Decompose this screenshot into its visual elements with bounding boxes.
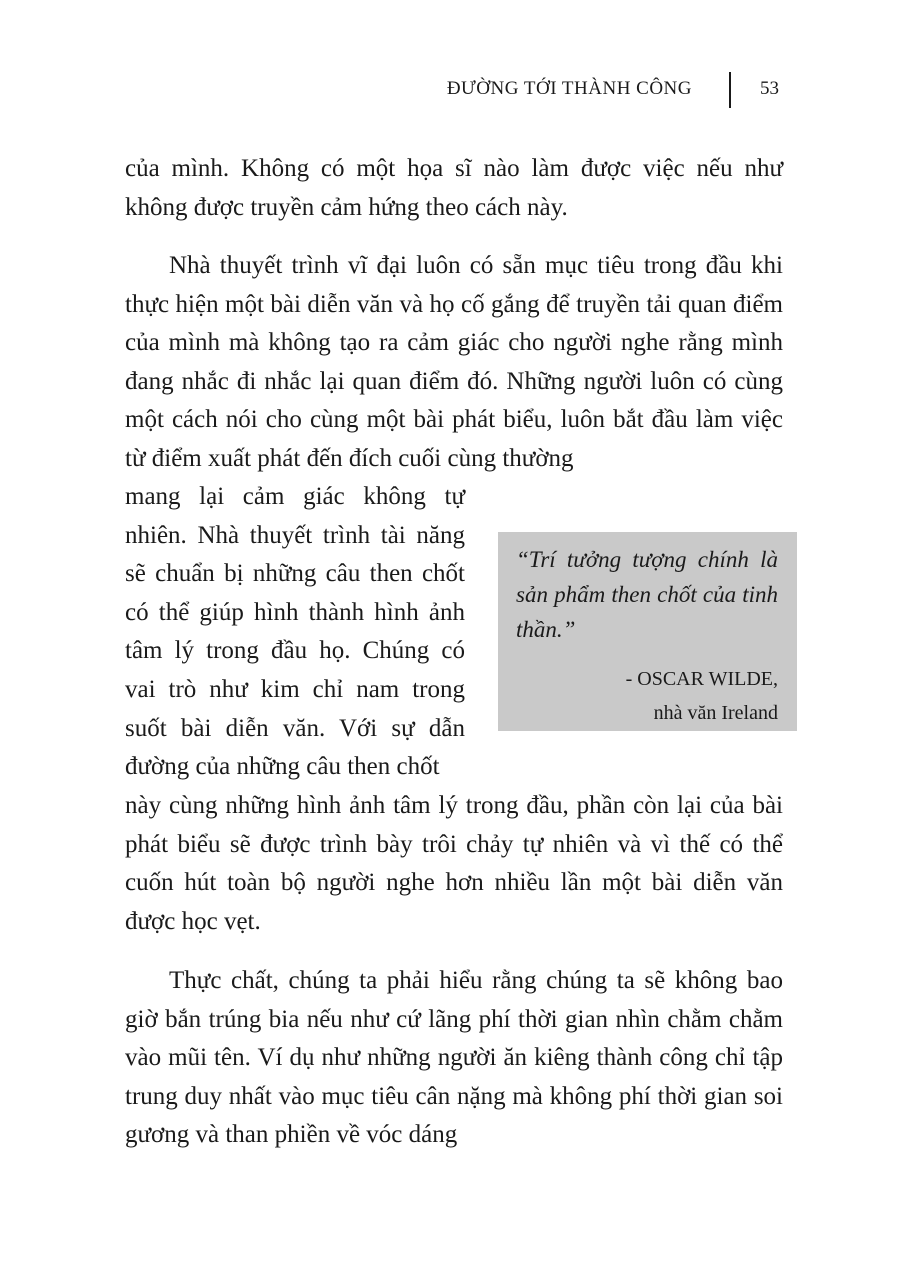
paragraph-1: của mình. Không có một họa sĩ nào làm được việc nếu như không được truyền cảm hứng theo cách này. — [125, 155, 783, 221]
paragraph-2-part-2: mang lại cảm giác không tự nhiên. Nhà thuyết trình tài năng sẽ chuẩn bị những câu then chốt có thể giúp hình thành hình ảnh tâm lý trong đầu họ. Chúng có vai trò như kim chỉ nam trong suốt bài diễn văn. Với sự dẫn đường của những câu then chốt — [125, 483, 465, 781]
paragraph-3: Thực chất, chúng ta phải hiểu rằng chúng ta sẽ không bao giờ bắn trúng bia nếu như cứ lãng phí thời gian nhìn chằm chằm vào mũi tên. Ví dụ như những người ăn kiêng thành công chỉ tập trung duy nhất vào mục tiêu cân nặng mà không phí thời gian soi gương và than phiền về vóc dáng — [125, 967, 783, 1149]
pull-quote-author: - OSCAR WILDE, — [625, 668, 778, 690]
page-number: 53 — [760, 78, 779, 99]
paragraph-2-part-1: Nhà thuyết trình vĩ đại luôn có sẵn mục tiêu trong đầu khi thực hiện một bài diễn văn và họ cố gắng để truyền tải quan điểm của mình mà không tạo ra cảm giác cho người nghe rằng mình đang nhắc đi nhắc lại quan điểm đó. Những người luôn có cùng một cách nói cho cùng một bài phát biểu, luôn bắt đầu làm việc từ điểm xuất phát đến đích cuối cùng thường — [125, 252, 783, 472]
page-header — [0, 70, 910, 110]
pull-quote-box — [498, 532, 797, 731]
pull-quote-author-role: nhà văn Ireland — [653, 702, 778, 724]
pull-quote-text: “Trí tưởng tượng chính là sản phẩm then chốt của tinh thần.” — [516, 547, 778, 642]
running-title: ĐƯỜNG TỚI THÀNH CÔNG — [446, 78, 692, 99]
paragraph-2-part-3: này cùng những hình ảnh tâm lý trong đầu, phần còn lại của bài phát biểu sẽ được trình bày trôi chảy tự nhiên và vì thế có thể cuốn hút toàn bộ người nghe hơn nhiều lần một bài diễn văn được học vẹt. — [125, 792, 783, 935]
header-divider — [729, 72, 731, 108]
